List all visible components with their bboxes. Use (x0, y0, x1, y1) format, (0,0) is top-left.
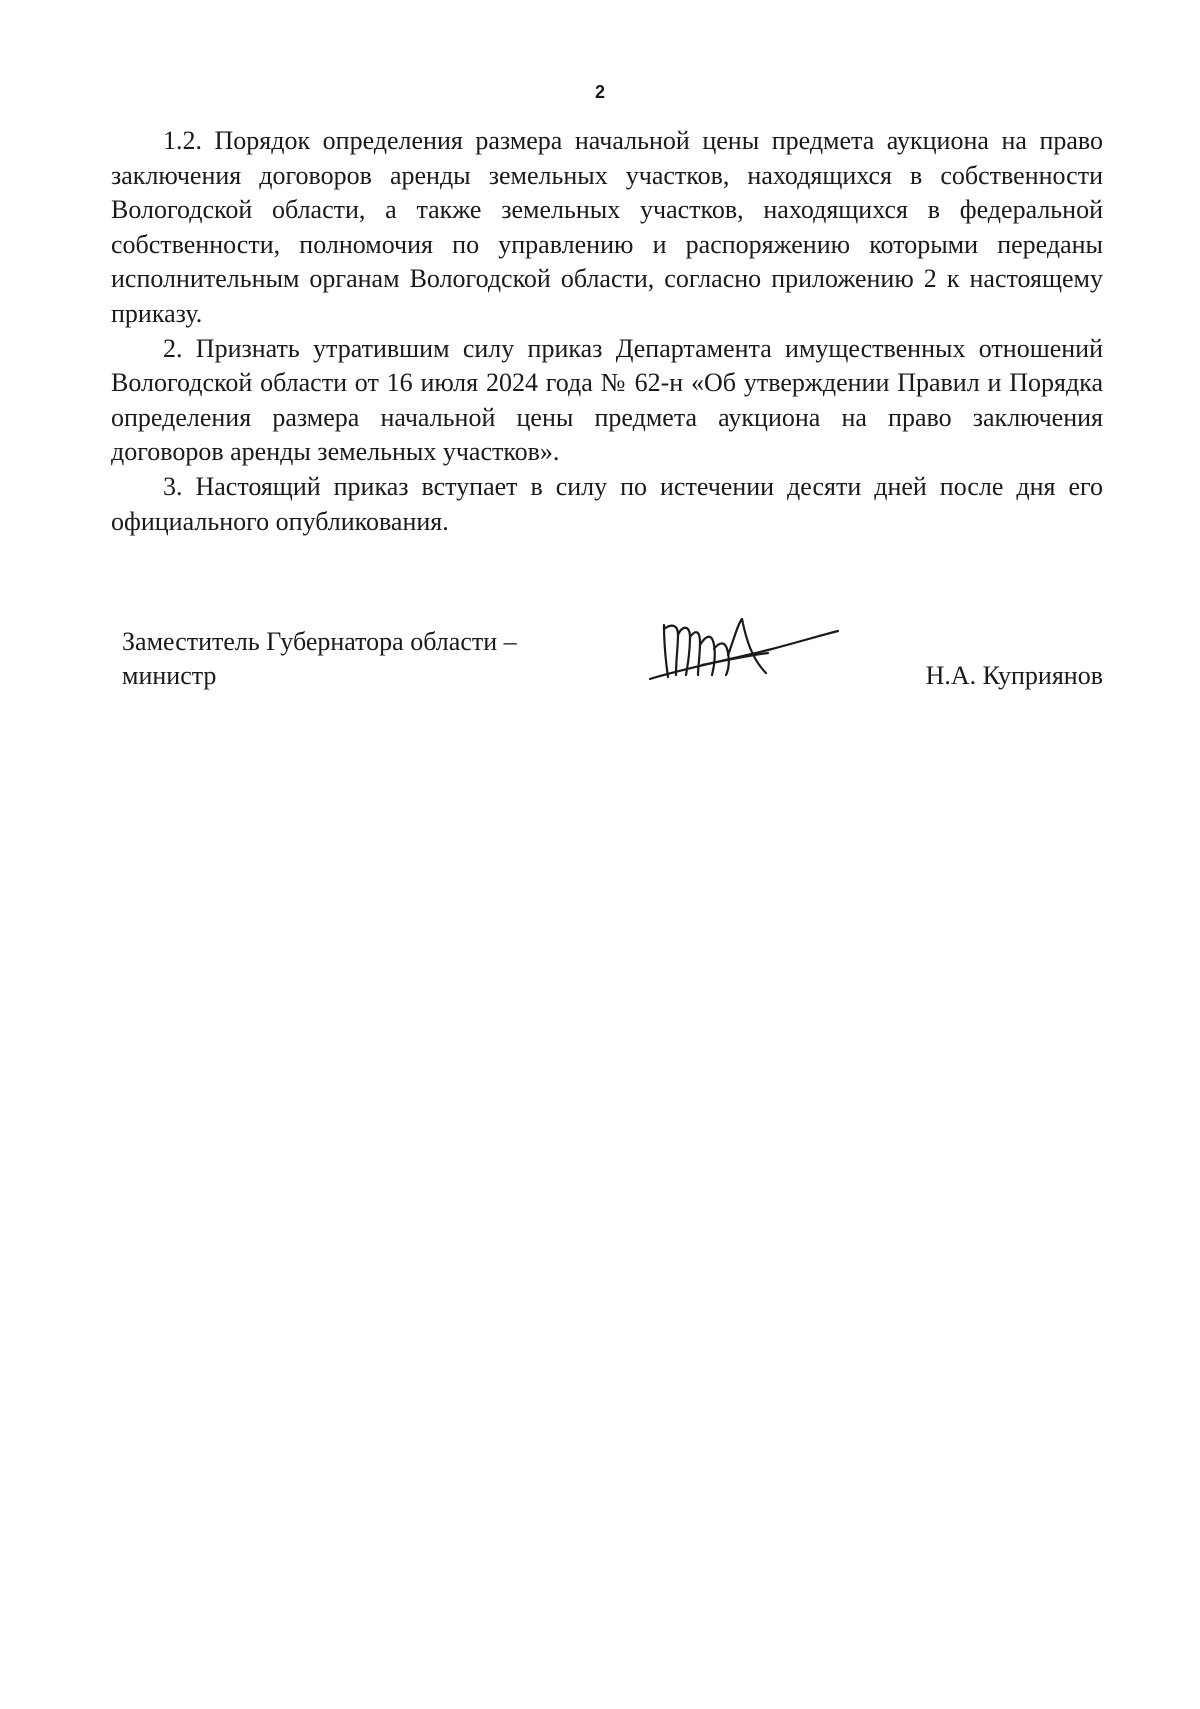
page-number: 2 (594, 82, 605, 102)
document-body (111, 124, 1103, 539)
handwritten-signature-icon (642, 615, 842, 695)
signer-position: Заместитель Губернатора области – министр (122, 627, 517, 690)
paragraph-1-2: 1.2. Порядок определения размера начальной цены предмета аукциона на право заключения договоров аренды земельных участков, находящихся в собственности Вологодской области, а также земельных участков, находящихся в федеральной собственности, полномочия по управлению и распоряжению которыми переданы исполнительным органам Вологодской области, согласно приложению 2 к настоящему приказу. (111, 126, 1103, 328)
paragraph-3: 3. Настоящий приказ вступает в силу по истечении десяти дней после дня его официального опубликования. (111, 471, 1103, 536)
signature-block (122, 625, 1103, 705)
paragraph-2: 2. Признать утратившим силу приказ Департамента имущественных отношений Вологодской области от 16 июля 2024 года № 62-н «Об утверждении Правил и Порядка определения размера начальной цены предмета аукциона на право заключения договоров аренды земельных участков». (111, 333, 1103, 467)
signer-name: Н.А. Куприянов (925, 661, 1103, 690)
